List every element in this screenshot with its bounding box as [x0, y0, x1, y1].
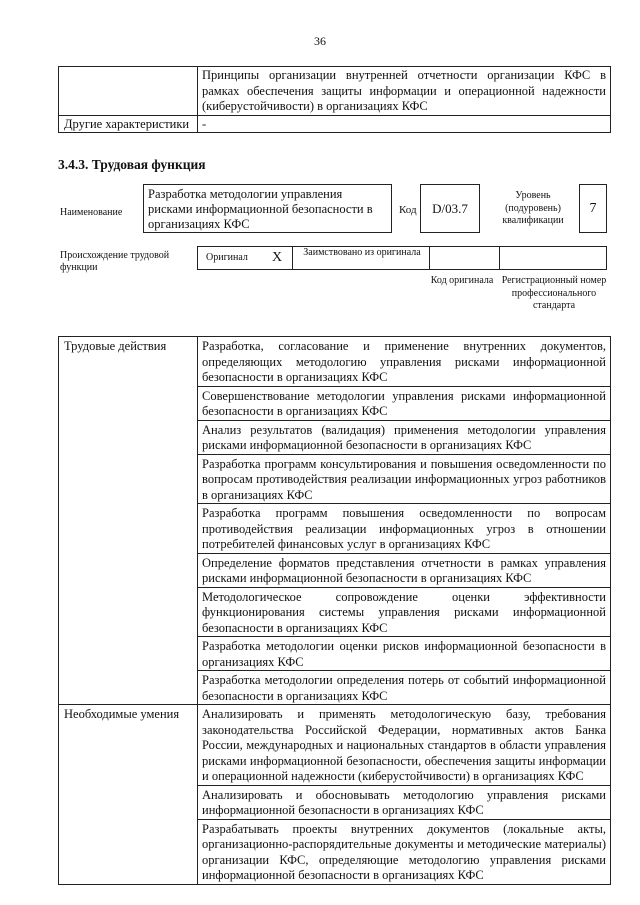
borrowed-label: Заимствовано из оригинала	[303, 247, 421, 258]
code-label: Код	[399, 204, 417, 216]
list-item: Разработка методологии определения потерь от событий информационной безопасности в организациях КФС	[198, 671, 611, 705]
list-item: Разработка методологии оценки рисков информационной безопасности в организациях КФС	[198, 637, 611, 671]
section-label: Необходимые умения	[59, 705, 198, 885]
row-content: -	[198, 115, 611, 133]
section-heading: 3.4.3. Трудовая функция	[58, 157, 206, 172]
table-row	[59, 115, 611, 133]
original-label: Оригинал	[206, 252, 248, 263]
list-item: Методологическое сопровождение оценки эффективности функционирования системы управления рисками информационной безопасности в организациях КФС	[198, 587, 611, 637]
list-item: Анализ результатов (валидация) применения методологии управления рисками информационной безопасности в организациях КФС	[198, 420, 611, 454]
function-details-body	[59, 337, 611, 885]
original-mark: X	[272, 250, 283, 265]
list-item: Разработка программ повышения осведомленности по вопросам противодействия реализации информационных угроз в отношении потребителей финансовых услуг в организациях КФС	[198, 504, 611, 554]
registration-number-label: Регистрационный номер профессионального стандарта	[501, 275, 607, 311]
list-item: Разработка программ консультирования и повышения осведомленности по вопросам противодействия реализации информационных угроз работников в организациях КФС	[198, 454, 611, 504]
previous-function-table	[58, 66, 611, 133]
divider	[292, 247, 293, 269]
section-label: Трудовые действия	[59, 337, 198, 705]
level-box: 7	[579, 184, 607, 233]
original-code-label: Код оригинала	[430, 275, 494, 286]
list-item: Определение форматов представления отчетности в рамках управления рисками информационной безопасности в организациях КФС	[198, 553, 611, 587]
level-label: Уровень (подуровень) квалификации	[502, 190, 564, 226]
row-label	[59, 67, 198, 116]
list-item: Совершенствование методологии управления рисками информационной безопасности в организациях КФС	[198, 386, 611, 420]
origin-strip	[197, 246, 607, 270]
list-item: Анализировать и обосновывать методологию управления рисками информационной безопасности в организациях КФС	[198, 785, 611, 819]
row-content: Принципы организации внутренней отчетности организации КФС в рамках обеспечения защиты информации и операционной надежности (киберустойчивости) в организациях КФС	[198, 67, 611, 116]
name-label: Наименование	[60, 207, 123, 218]
list-item: Разработка, согласование и применение внутренних документов, определяющих методологию управления рисками информационной безопасности в организациях КФС	[198, 337, 611, 387]
list-item: Разрабатывать проекты внутренних документов (локальные акты, организационно-распорядительные документы и методические материалы) организации КФС, определяющие методологию управления рисками информационной безопасности в организациях КФС	[198, 819, 611, 884]
table-row	[59, 67, 611, 116]
divider	[429, 247, 430, 269]
origin-label: Происхождение трудовой функции	[60, 250, 170, 273]
table-row	[59, 337, 611, 387]
function-details-table	[58, 336, 611, 885]
row-label: Другие характеристики	[59, 115, 198, 133]
function-code-box: D/03.7	[420, 184, 480, 233]
divider	[499, 247, 500, 269]
function-name-box: Разработка методологии управления рисками информационной безопасности в организациях КФС	[143, 184, 392, 233]
list-item: Анализировать и применять методологическую базу, требования законодательства Российской Федерации, нормативных актов Банка России, международных и национальных стандартов в области управления рисками информационной безопасности, обеспечения защиты информации и операционной надежности (киберустойчивости) в организациях КФС	[198, 705, 611, 786]
table-row	[59, 705, 611, 786]
page-number: 36	[314, 34, 326, 48]
